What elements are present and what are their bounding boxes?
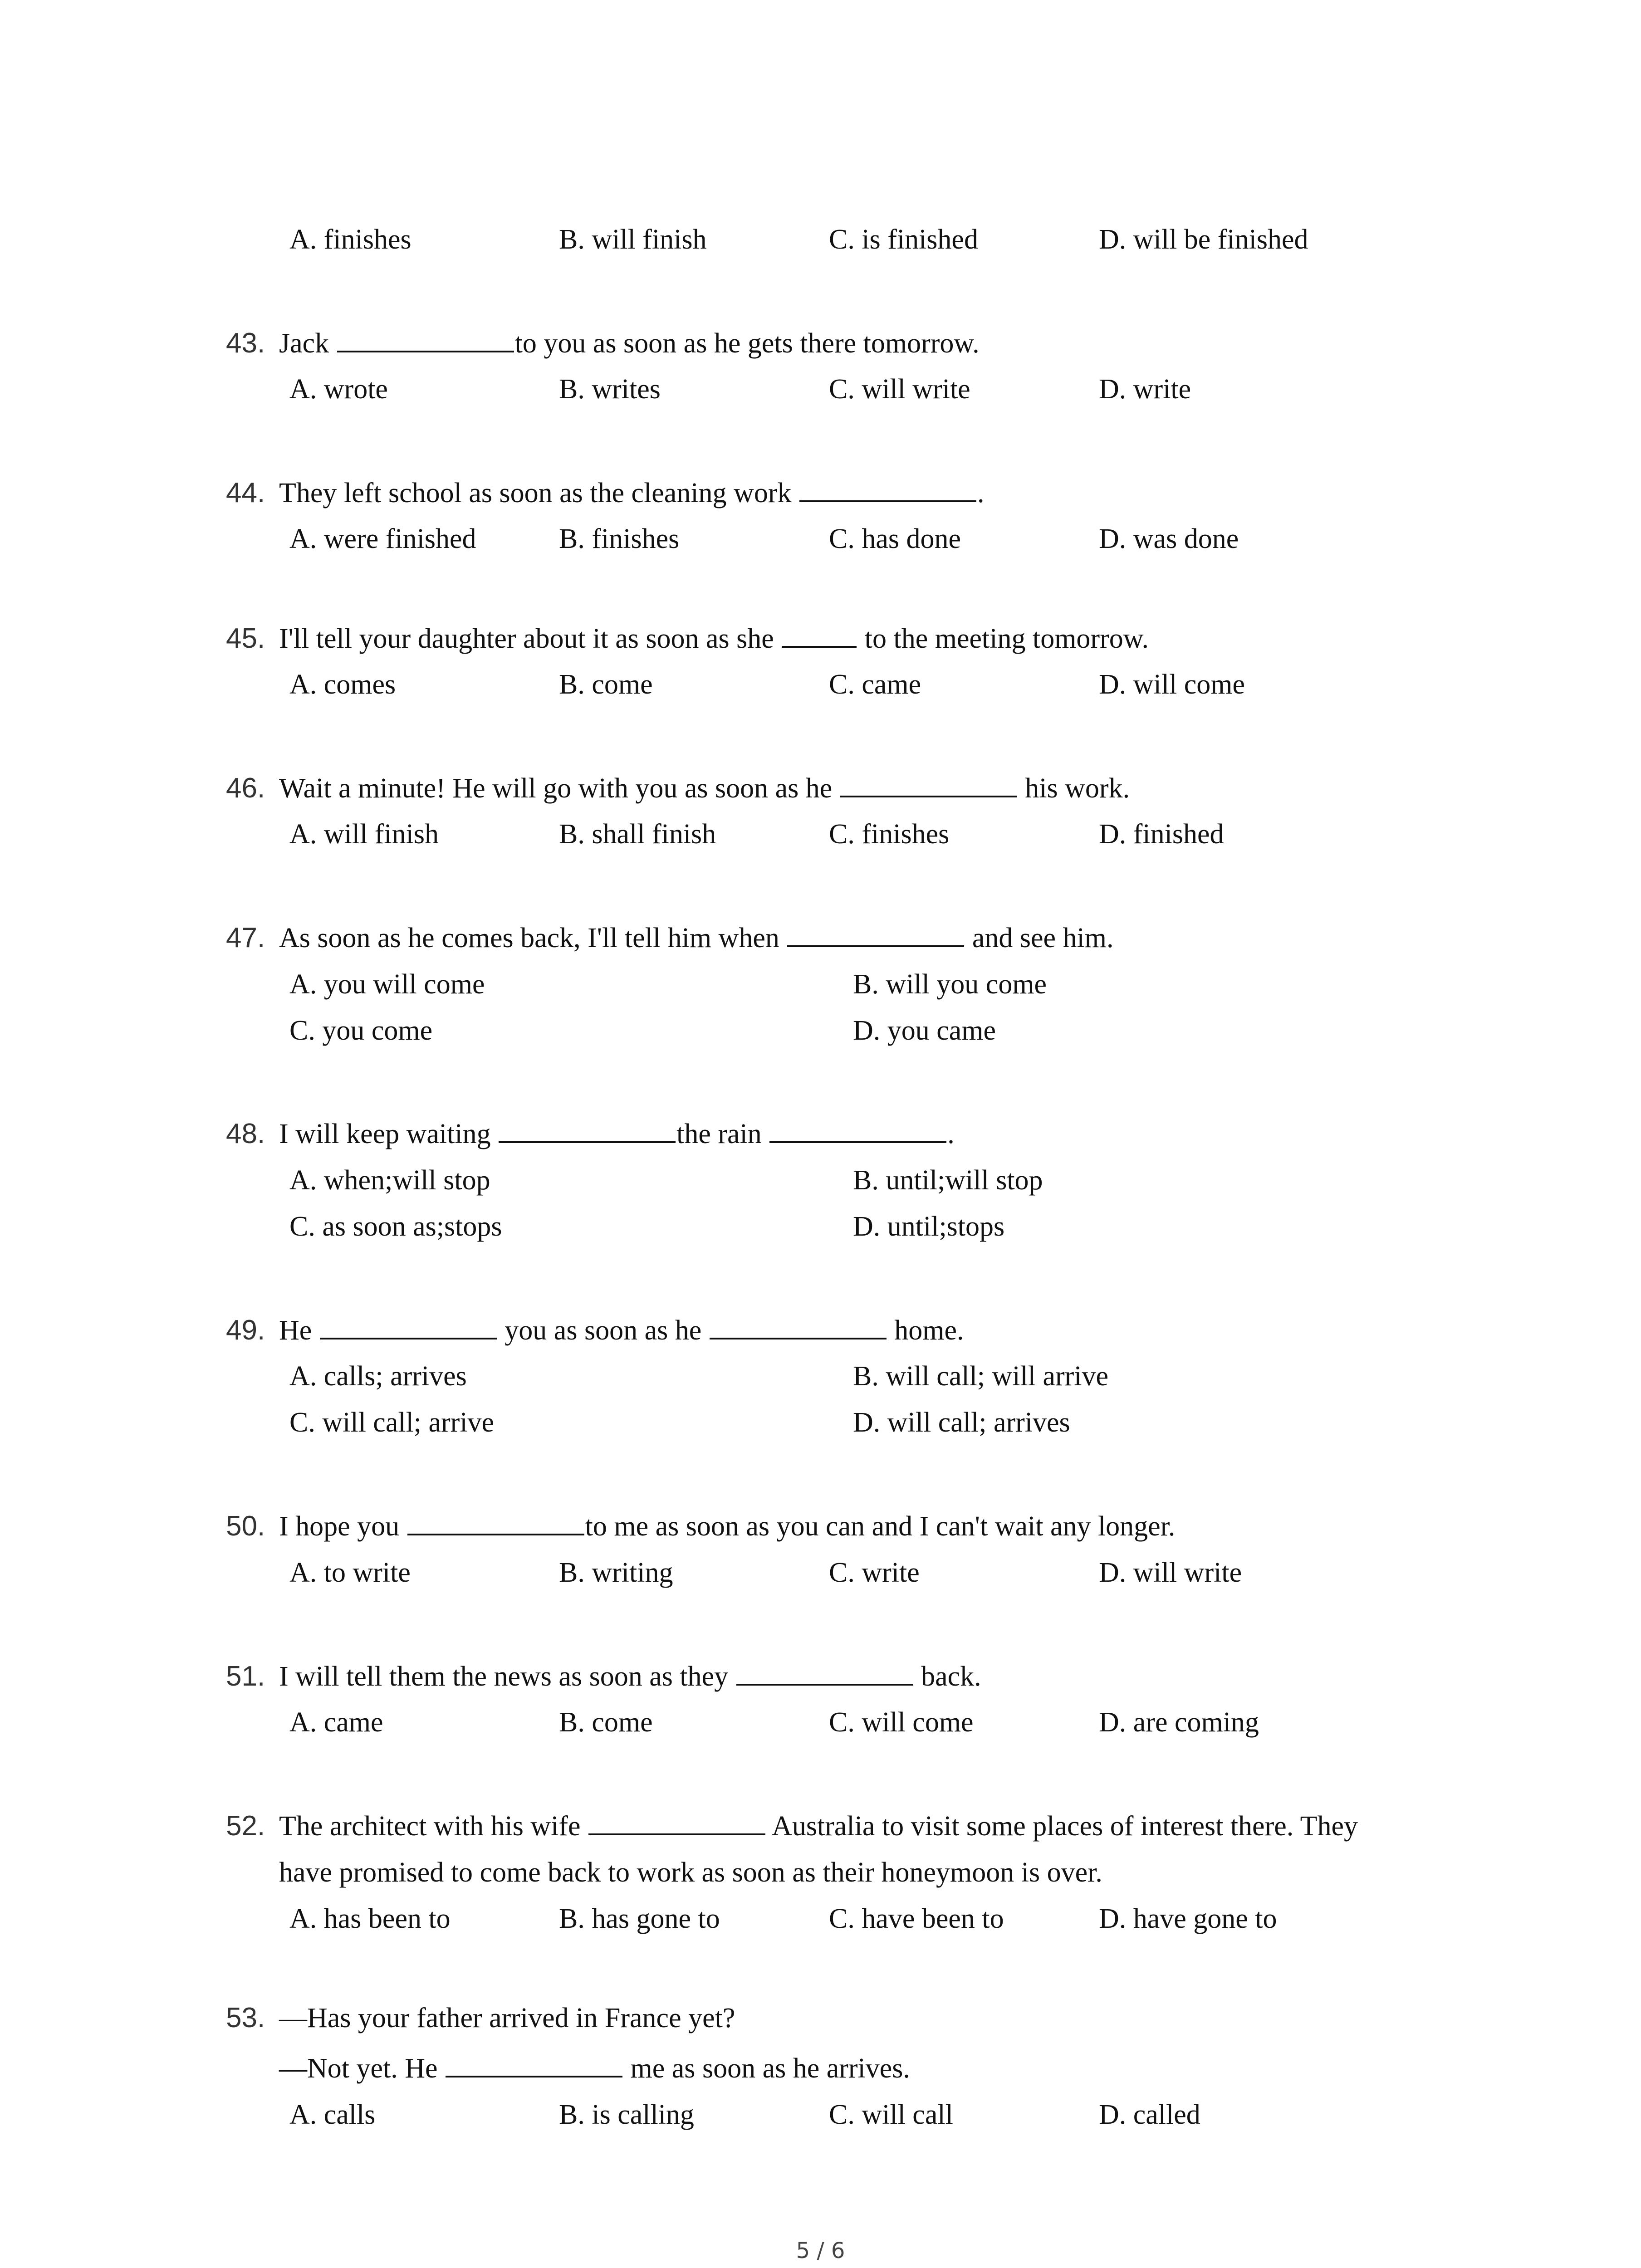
question-stem: Wait a minute! He will go with you as soon as he his work. [279, 770, 1130, 807]
answer-blank [782, 621, 857, 648]
question-number: 44. [226, 477, 265, 508]
question-stem-continued: —Not yet. He me as soon as he arrives. [279, 2050, 910, 2087]
question-number: 51. [226, 1661, 265, 1692]
option-d: D. are coming [1099, 1707, 1259, 1738]
option-a: A. wrote [289, 374, 388, 405]
option-a: A. has been to [289, 1903, 451, 1934]
question-stem: As soon as he comes back, I'll tell him when and see him. [279, 920, 1113, 956]
question-number: 53. [226, 2002, 265, 2033]
question-number: 47. [226, 922, 265, 953]
option-a: A. you will come [289, 969, 485, 1000]
question-stem: He you as soon as he home. [279, 1312, 964, 1349]
question-stem: —Has your father arrived in France yet? [279, 2003, 735, 2033]
option-c: C. as soon as;stops [289, 1211, 502, 1242]
option-d: D. will write [1099, 1557, 1242, 1588]
answer-blank [736, 1659, 913, 1686]
option-c: C. finishes [829, 819, 950, 850]
question-stem: They left school as soon as the cleaning work . [279, 475, 984, 511]
question-stem: I will tell them the news as soon as they back. [279, 1658, 981, 1695]
option-b: B. come [559, 1707, 653, 1738]
option-d: D. until;stops [853, 1211, 1005, 1242]
answer-blank [787, 921, 964, 947]
answer-blank [499, 1117, 676, 1143]
question-stem: I hope you to me as soon as you can and I can't wait any longer. [279, 1508, 1175, 1545]
question-stem: I will keep waiting the rain . [279, 1116, 955, 1152]
question-number: 48. [226, 1118, 265, 1149]
option-d: D. will come [1099, 669, 1245, 700]
answer-blank [710, 1313, 887, 1339]
answer-blank [337, 326, 514, 352]
answer-blank [799, 476, 976, 502]
option-b: B. will call; will arrive [853, 1361, 1109, 1392]
page-number: 5 / 6 [796, 2238, 845, 2263]
option-c: C. you come [289, 1015, 433, 1046]
option-b: B. writes [559, 374, 661, 405]
answer-blank [588, 1809, 765, 1835]
answer-blank [320, 1313, 497, 1339]
question-number: 52. [226, 1810, 265, 1842]
answer-blank [840, 771, 1017, 797]
option-d: D. will be finished [1099, 224, 1308, 255]
option-d: D. finished [1099, 819, 1224, 850]
question-stem: The architect with his wife Australia to visit some places of interest there. They [279, 1808, 1358, 1844]
question-number: 46. [226, 772, 265, 804]
answer-blank [407, 1509, 584, 1535]
option-c: C. has done [829, 523, 961, 554]
option-b: B. is calling [559, 2099, 694, 2130]
question-stem: I'll tell your daughter about it as soon as she to the meeting tomorrow. [279, 621, 1149, 657]
option-a: A. comes [289, 669, 396, 700]
option-c: C. write [829, 1557, 920, 1588]
option-c: C. came [829, 669, 921, 700]
option-b: B. until;will stop [853, 1165, 1043, 1196]
option-d: D. have gone to [1099, 1903, 1277, 1934]
option-a: A. calls [289, 2099, 376, 2130]
option-a: A. were finished [289, 523, 476, 554]
option-b: B. has gone to [559, 1903, 720, 1934]
option-b: B. come [559, 669, 653, 700]
question-number: 45. [226, 623, 265, 654]
option-a: A. came [289, 1707, 383, 1738]
option-c: C. will call [829, 2099, 953, 2130]
option-c: C. will write [829, 374, 970, 405]
option-d: D. write [1099, 374, 1191, 405]
option-c: C. have been to [829, 1903, 1004, 1934]
option-d: D. you came [853, 1015, 996, 1046]
question-number: 43. [226, 327, 265, 359]
option-d: D. was done [1099, 523, 1239, 554]
option-b: B. writing [559, 1557, 673, 1588]
option-b: B. shall finish [559, 819, 716, 850]
option-a: A. when;will stop [289, 1165, 490, 1196]
question-number: 50. [226, 1510, 265, 1542]
option-a: A. calls; arrives [289, 1361, 467, 1392]
option-a: A. finishes [289, 224, 411, 255]
option-d: D. called [1099, 2099, 1200, 2130]
option-b: B. will finish [559, 224, 707, 255]
question-stem: Jack to you as soon as he gets there tomorrow. [279, 325, 980, 362]
question-stem-continued: have promised to come back to work as soon as their honeymoon is over. [279, 1857, 1102, 1888]
option-c: C. is finished [829, 224, 978, 255]
option-b: B. will you come [853, 969, 1047, 1000]
answer-blank [446, 2051, 622, 2077]
option-c: C. will come [829, 1707, 974, 1738]
option-c: C. will call; arrive [289, 1407, 495, 1438]
question-number: 49. [226, 1315, 265, 1346]
option-a: A. to write [289, 1557, 411, 1588]
option-d: D. will call; arrives [853, 1407, 1070, 1438]
option-a: A. will finish [289, 819, 439, 850]
option-b: B. finishes [559, 523, 680, 554]
answer-blank [769, 1117, 946, 1143]
